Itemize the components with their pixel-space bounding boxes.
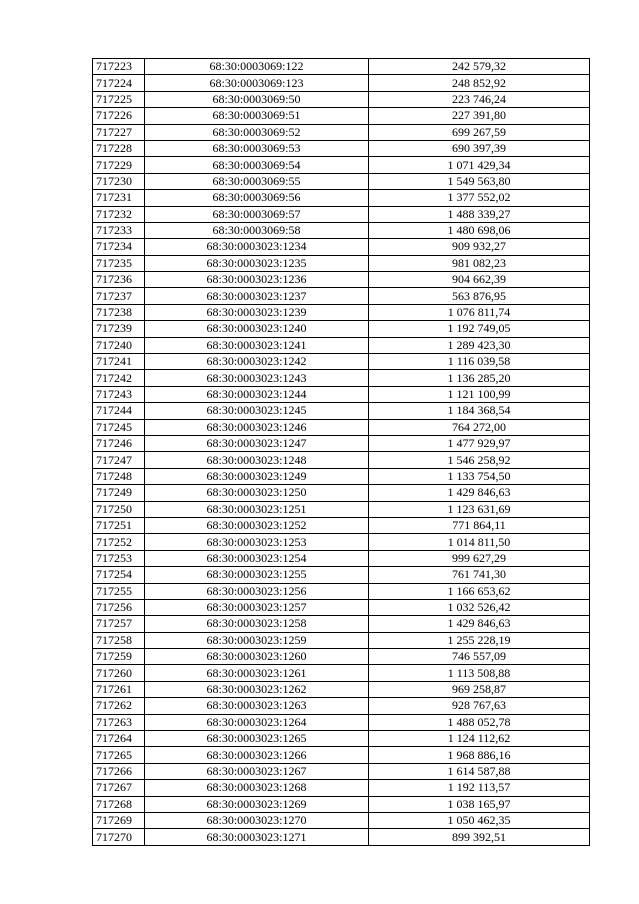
cadastral-number-cell: 68:30:0003023:1260 [145,649,369,665]
row-id-cell: 717240 [93,337,145,353]
cadastral-number-cell: 68:30:0003023:1245 [145,403,369,419]
cadastral-number-cell: 68:30:0003023:1254 [145,550,369,566]
cadastral-value-cell: 1 488 339,27 [369,206,590,222]
cadastral-number-cell: 68:30:0003023:1242 [145,354,369,370]
cadastral-value-cell: 969 258,87 [369,681,590,697]
cadastral-value-cell: 1 050 462,35 [369,812,590,828]
cadastral-number-cell: 68:30:0003023:1251 [145,501,369,517]
table-row [93,288,590,304]
cadastral-value-cell: 1 113 508,88 [369,665,590,681]
cadastral-value-cell: 1 488 052,78 [369,714,590,730]
row-id-cell: 717243 [93,386,145,402]
row-id-cell: 717228 [93,140,145,156]
cadastral-number-cell: 68:30:0003023:1258 [145,616,369,632]
table-row [93,59,590,75]
cadastral-number-cell: 68:30:0003023:1257 [145,599,369,615]
cadastral-value-cell: 1 429 846,63 [369,616,590,632]
cadastral-value-cell: 981 082,23 [369,255,590,271]
table-row [93,501,590,517]
cadastral-value-cell: 928 767,63 [369,698,590,714]
cadastral-number-cell: 68:30:0003069:53 [145,140,369,156]
cadastral-value-cell: 909 932,27 [369,239,590,255]
cadastral-number-cell: 68:30:0003023:1271 [145,829,369,845]
cadastral-number-cell: 68:30:0003023:1261 [145,665,369,681]
cadastral-value-cell: 1 123 631,69 [369,501,590,517]
row-id-cell: 717269 [93,812,145,828]
table-row [93,140,590,156]
cadastral-value-cell: 690 397,39 [369,140,590,156]
cadastral-number-cell: 68:30:0003023:1246 [145,419,369,435]
row-id-cell: 717227 [93,124,145,140]
cadastral-value-cell: 899 392,51 [369,829,590,845]
row-id-cell: 717252 [93,534,145,550]
table-row [93,567,590,583]
cadastral-number-cell: 68:30:0003023:1241 [145,337,369,353]
cadastral-number-cell: 68:30:0003023:1239 [145,304,369,320]
cadastral-number-cell: 68:30:0003023:1243 [145,370,369,386]
table-row [93,665,590,681]
cadastral-value-cell: 1 614 587,88 [369,763,590,779]
row-id-cell: 717254 [93,567,145,583]
cadastral-number-cell: 68:30:0003069:56 [145,190,369,206]
cadastral-number-cell: 68:30:0003069:51 [145,108,369,124]
table-row [93,698,590,714]
cadastral-value-cell: 1 968 886,16 [369,747,590,763]
table-row [93,681,590,697]
table-row [93,354,590,370]
row-id-cell: 717238 [93,304,145,320]
cadastral-number-cell: 68:30:0003023:1240 [145,321,369,337]
row-id-cell: 717265 [93,747,145,763]
table-row [93,452,590,468]
row-id-cell: 717268 [93,796,145,812]
cadastral-number-cell: 68:30:0003023:1234 [145,239,369,255]
cadastral-value-cell: 1 014 811,50 [369,534,590,550]
row-id-cell: 717259 [93,649,145,665]
table-row [93,419,590,435]
cadastral-value-cell: 746 557,09 [369,649,590,665]
cadastral-number-cell: 68:30:0003023:1256 [145,583,369,599]
row-id-cell: 717223 [93,59,145,75]
cadastral-number-cell: 68:30:0003023:1250 [145,485,369,501]
row-id-cell: 717230 [93,173,145,189]
row-id-cell: 717258 [93,632,145,648]
cadastral-number-cell: 68:30:0003023:1266 [145,747,369,763]
row-id-cell: 717245 [93,419,145,435]
table-row [93,747,590,763]
cadastral-number-cell: 68:30:0003023:1270 [145,812,369,828]
cadastral-value-cell: 1 429 846,63 [369,485,590,501]
cadastral-value-cell: 1 477 929,97 [369,435,590,451]
cadastral-value-cell: 1 184 368,54 [369,403,590,419]
cadastral-value-cell: 1 071 429,34 [369,157,590,173]
cadastral-value-cell: 1 289 423,30 [369,337,590,353]
cadastral-value-cell: 1 546 258,92 [369,452,590,468]
table-row [93,206,590,222]
table-row [93,272,590,288]
row-id-cell: 717244 [93,403,145,419]
table-row [93,599,590,615]
row-id-cell: 717233 [93,222,145,238]
cadastral-value-cell: 1 255 228,19 [369,632,590,648]
row-id-cell: 717225 [93,91,145,107]
table-row [93,714,590,730]
row-id-cell: 717256 [93,599,145,615]
table-row [93,403,590,419]
cadastral-value-cell: 227 391,80 [369,108,590,124]
cadastral-number-cell: 68:30:0003023:1255 [145,567,369,583]
table-row [93,321,590,337]
table-row [93,75,590,91]
cadastral-number-cell: 68:30:0003023:1263 [145,698,369,714]
cadastral-number-cell: 68:30:0003069:52 [145,124,369,140]
cadastral-value-cell: 1 480 698,06 [369,222,590,238]
row-id-cell: 717231 [93,190,145,206]
row-id-cell: 717250 [93,501,145,517]
row-id-cell: 717232 [93,206,145,222]
table-row [93,124,590,140]
cadastral-value-cell: 1 032 526,42 [369,599,590,615]
cadastral-value-table [92,58,590,846]
cadastral-value-cell: 764 272,00 [369,419,590,435]
cadastral-value-cell: 1 136 285,20 [369,370,590,386]
row-id-cell: 717261 [93,681,145,697]
row-id-cell: 717270 [93,829,145,845]
cadastral-value-cell: 242 579,32 [369,59,590,75]
cadastral-number-cell: 68:30:0003023:1235 [145,255,369,271]
table-row [93,468,590,484]
row-id-cell: 717262 [93,698,145,714]
table-row [93,255,590,271]
cadastral-value-cell: 1 166 653,62 [369,583,590,599]
cadastral-number-cell: 68:30:0003023:1249 [145,468,369,484]
table-row [93,550,590,566]
table-row [93,763,590,779]
row-id-cell: 717247 [93,452,145,468]
cadastral-number-cell: 68:30:0003069:54 [145,157,369,173]
row-id-cell: 717263 [93,714,145,730]
row-id-cell: 717249 [93,485,145,501]
cadastral-value-cell: 771 864,11 [369,517,590,533]
cadastral-value-cell: 1 116 039,58 [369,354,590,370]
row-id-cell: 717235 [93,255,145,271]
cadastral-value-cell: 1 192 113,57 [369,780,590,796]
table-row [93,91,590,107]
row-id-cell: 717251 [93,517,145,533]
row-id-cell: 717234 [93,239,145,255]
cadastral-number-cell: 68:30:0003023:1267 [145,763,369,779]
cadastral-number-cell: 68:30:0003069:55 [145,173,369,189]
cadastral-value-cell: 1 121 100,99 [369,386,590,402]
cadastral-value-cell: 1 549 563,80 [369,173,590,189]
row-id-cell: 717236 [93,272,145,288]
table-row [93,108,590,124]
cadastral-value-cell: 999 627,29 [369,550,590,566]
cadastral-number-cell: 68:30:0003069:50 [145,91,369,107]
cadastral-number-cell: 68:30:0003023:1248 [145,452,369,468]
row-id-cell: 717255 [93,583,145,599]
cadastral-value-cell: 563 876,95 [369,288,590,304]
row-id-cell: 717239 [93,321,145,337]
table-row [93,370,590,386]
row-id-cell: 717257 [93,616,145,632]
cadastral-number-cell: 68:30:0003023:1265 [145,731,369,747]
table-row [93,386,590,402]
table-row [93,649,590,665]
row-id-cell: 717266 [93,763,145,779]
table-row [93,517,590,533]
table-row [93,157,590,173]
cadastral-number-cell: 68:30:0003023:1236 [145,272,369,288]
cadastral-number-cell: 68:30:0003023:1244 [145,386,369,402]
row-id-cell: 717237 [93,288,145,304]
cadastral-value-cell: 248 852,92 [369,75,590,91]
table-body [93,59,590,846]
cadastral-number-cell: 68:30:0003023:1268 [145,780,369,796]
row-id-cell: 717229 [93,157,145,173]
row-id-cell: 717246 [93,435,145,451]
cadastral-value-cell: 1 076 811,74 [369,304,590,320]
cadastral-number-cell: 68:30:0003069:58 [145,222,369,238]
cadastral-value-cell: 1 124 112,62 [369,731,590,747]
row-id-cell: 717248 [93,468,145,484]
table-row [93,485,590,501]
table-row [93,829,590,845]
cadastral-number-cell: 68:30:0003023:1262 [145,681,369,697]
cadastral-value-cell: 761 741,30 [369,567,590,583]
table-row [93,780,590,796]
table-row [93,583,590,599]
table-row [93,534,590,550]
table-row [93,173,590,189]
cadastral-number-cell: 68:30:0003023:1259 [145,632,369,648]
cadastral-number-cell: 68:30:0003023:1253 [145,534,369,550]
cadastral-value-cell: 904 662,39 [369,272,590,288]
row-id-cell: 717226 [93,108,145,124]
table-row [93,337,590,353]
cadastral-number-cell: 68:30:0003023:1237 [145,288,369,304]
cadastral-number-cell: 68:30:0003069:123 [145,75,369,91]
table-row [93,304,590,320]
cadastral-number-cell: 68:30:0003023:1264 [145,714,369,730]
cadastral-number-cell: 68:30:0003069:57 [145,206,369,222]
row-id-cell: 717253 [93,550,145,566]
cadastral-number-cell: 68:30:0003023:1269 [145,796,369,812]
table-row [93,435,590,451]
cadastral-value-cell: 699 267,59 [369,124,590,140]
table-row [93,812,590,828]
cadastral-value-cell: 1 192 749,05 [369,321,590,337]
cadastral-number-cell: 68:30:0003023:1247 [145,435,369,451]
table-row [93,222,590,238]
cadastral-number-cell: 68:30:0003023:1252 [145,517,369,533]
row-id-cell: 717267 [93,780,145,796]
row-id-cell: 717224 [93,75,145,91]
cadastral-value-cell: 1 377 552,02 [369,190,590,206]
table-row [93,239,590,255]
row-id-cell: 717264 [93,731,145,747]
row-id-cell: 717260 [93,665,145,681]
cadastral-value-cell: 1 133 754,50 [369,468,590,484]
table-row [93,731,590,747]
row-id-cell: 717242 [93,370,145,386]
cadastral-value-cell: 223 746,24 [369,91,590,107]
table-row [93,190,590,206]
row-id-cell: 717241 [93,354,145,370]
cadastral-value-cell: 1 038 165,97 [369,796,590,812]
table-row [93,632,590,648]
table-row [93,616,590,632]
table-row [93,796,590,812]
cadastral-number-cell: 68:30:0003069:122 [145,59,369,75]
